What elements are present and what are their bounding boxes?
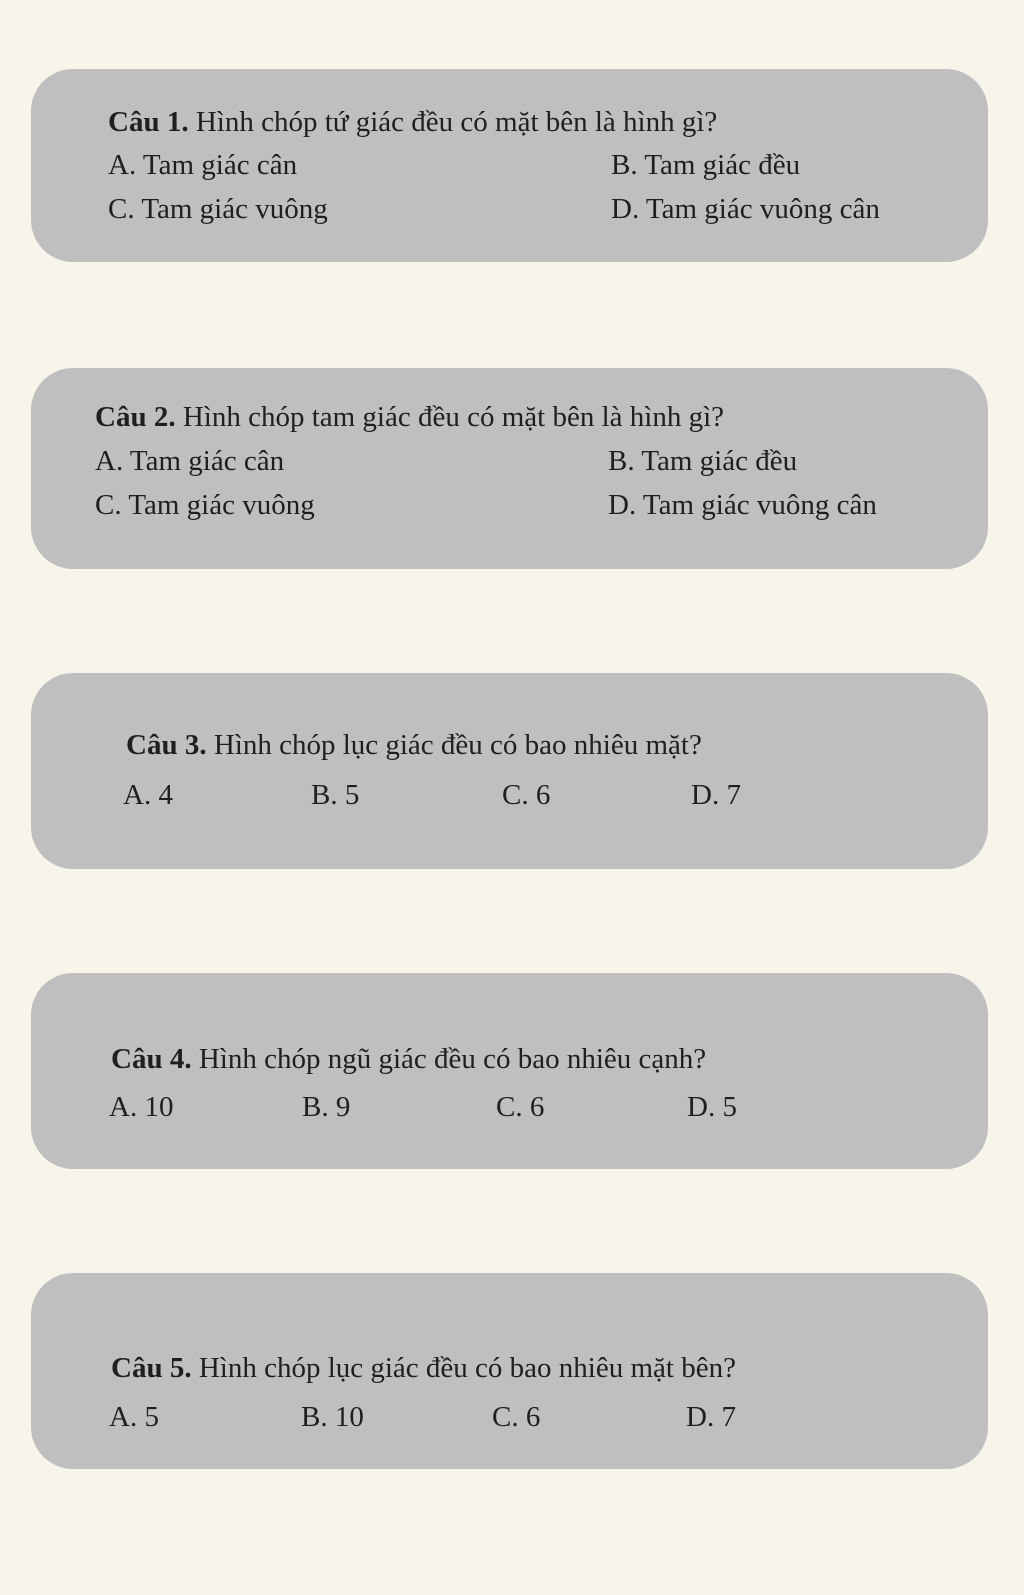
question-card-2 <box>31 368 988 569</box>
question-3-prompt: Hình chóp lục giác đều có bao nhiêu mặt? <box>206 729 702 761</box>
question-card-5 <box>31 1273 988 1469</box>
question-4-option-b[interactable]: B. 9 <box>302 1091 351 1123</box>
question-2-option-d[interactable]: D. Tam giác vuông cân <box>608 489 877 521</box>
question-2-text <box>95 400 724 434</box>
question-3-text <box>126 728 702 762</box>
question-card-1 <box>31 69 988 262</box>
question-4-option-d[interactable]: D. 5 <box>687 1091 737 1123</box>
question-2-label: Câu 2. <box>95 401 176 433</box>
question-3-option-a[interactable]: A. 4 <box>123 779 173 811</box>
question-4-prompt: Hình chóp ngũ giác đều có bao nhiêu cạnh? <box>191 1043 707 1075</box>
question-4-text <box>111 1042 706 1076</box>
question-2-option-a[interactable]: A. Tam giác cân <box>95 445 285 477</box>
question-card-3 <box>31 673 988 869</box>
question-card-4 <box>31 973 988 1169</box>
question-4-label: Câu 4. <box>111 1043 192 1075</box>
question-3-label: Câu 3. <box>126 729 207 761</box>
question-1-text <box>108 105 717 139</box>
question-1-option-b[interactable]: B. Tam giác đều <box>611 149 801 181</box>
question-4-option-a[interactable]: A. 10 <box>109 1091 174 1123</box>
question-5-option-c[interactable]: C. 6 <box>492 1401 541 1433</box>
question-2-option-c[interactable]: C. Tam giác vuông <box>95 489 315 521</box>
question-1-option-d[interactable]: D. Tam giác vuông cân <box>611 193 880 225</box>
question-1-option-a[interactable]: A. Tam giác cân <box>108 149 298 181</box>
question-3-option-d[interactable]: D. 7 <box>691 779 741 811</box>
question-1-label: Câu 1. <box>108 106 189 138</box>
question-5-option-a[interactable]: A. 5 <box>109 1401 159 1433</box>
question-4-option-c[interactable]: C. 6 <box>496 1091 545 1123</box>
question-5-option-b[interactable]: B. 10 <box>301 1401 364 1433</box>
question-5-prompt: Hình chóp lục giác đều có bao nhiêu mặt bên? <box>191 1352 736 1384</box>
question-2-option-b[interactable]: B. Tam giác đều <box>608 445 798 477</box>
question-1-prompt: Hình chóp tứ giác đều có mặt bên là hình gì? <box>188 106 718 138</box>
question-3-option-b[interactable]: B. 5 <box>311 779 360 811</box>
question-1-option-c[interactable]: C. Tam giác vuông <box>108 193 328 225</box>
question-3-option-c[interactable]: C. 6 <box>502 779 551 811</box>
question-2-prompt: Hình chóp tam giác đều có mặt bên là hình gì? <box>175 401 725 433</box>
question-5-option-d[interactable]: D. 7 <box>686 1401 736 1433</box>
question-5-label: Câu 5. <box>111 1352 192 1384</box>
question-5-text <box>111 1351 736 1385</box>
